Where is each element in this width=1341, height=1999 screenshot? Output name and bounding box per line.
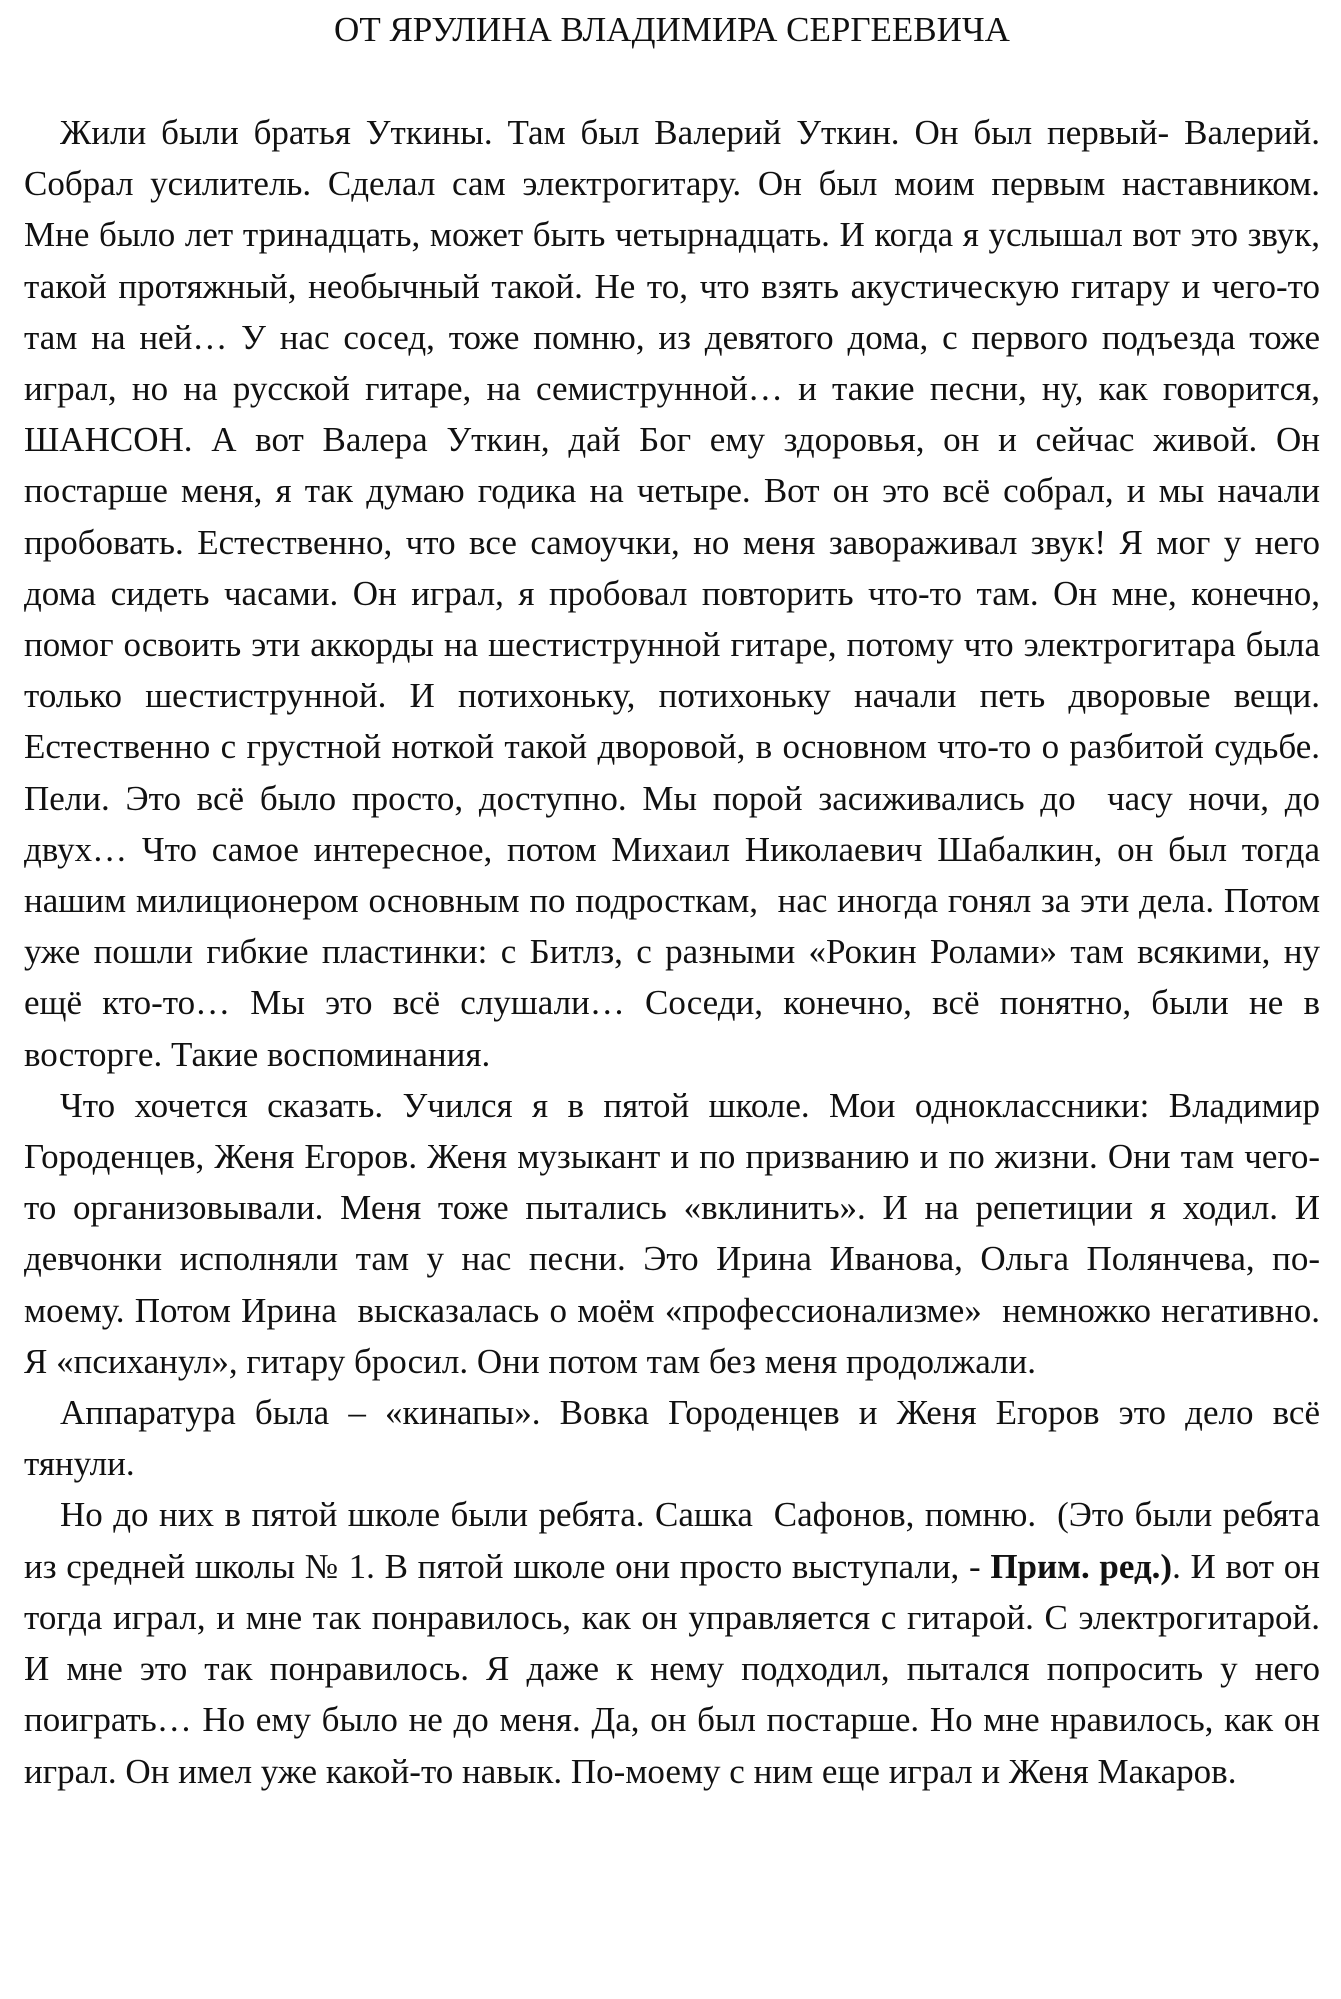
paragraph-4-text-end: . И вот он тогда играл, и мне так понравилось, как он управляется с гитарой. С электрогитарой. И мне это так понравилось. Я даже к нему подходил, пытался попросить у него поиграть… Но ему было не до меня. Да, он был постарше. Но мне нравилось, как он играл. Он имел уже какой-то навык. По-моему с ним еще играл и Женя Макаров. (24, 1546, 1329, 1791)
editor-note: Прим. ред.) (990, 1546, 1173, 1586)
paragraph-4-text-start: Но до них в пятой школе были ребята. Сашка Сафонов, помню. (Это были ребята из средней школы № 1. В пятой школе они просто выступали, - (24, 1495, 1329, 1586)
paragraph-3: Аппаратура была – «кинапы». Вовка Городенцев и Женя Егоров это дело всё тянули. (24, 1393, 1329, 1484)
title-spacer (24, 60, 1320, 107)
document-title: ОТ ЯРУЛИНА ВЛАДИМИРА СЕРГЕЕВИЧА (334, 10, 1010, 49)
document-page (24, 0, 1329, 1797)
paragraph-1: Жили были братья Уткины. Там был Валерий Уткин. Он был первый- Валерий. Собрал усилитель. Сделал сам электрогитару. Он был моим первым наставником. Мне было лет тринадцать, может быть четырнадцать. И когда я услышал вот это звук, такой протяжный, необычный такой. Не то, что взять акустическую гитару и чего-то там на ней… У нас сосед, тоже помню, из девятого дома, с первого подъезда тоже играл, но на русской гитаре, на семиструнной… и такие песни, ну, как говорится, ШАНСОН. А вот Валера Уткин, дай Бог ему здоровья, он и сейчас живой. Он постарше меня, я так думаю годика на четыре. Вот он это всё собрал, и мы начали пробовать. Естественно, что все самоучки, но меня завораживал звук! Я мог у него дома сидеть часами. Он играл, я пробовал повторить что-то там. Он мне, конечно, помог освоить эти аккорды на шестиструнной гитаре, потому что электрогитара была только шестиструнной. И потихоньку, потихоньку начали петь дворовые вещи. Естественно с грустной ноткой такой дворовой, в основном что-то о разбитой судьбе. Пели. Это всё было просто, доступно. Мы порой засиживались до часу ночи, до двух… Что самое интересное, потом Михаил Николаевич Шабалкин, он был тогда нашим милиционером основным по подросткам, нас иногда гонял за эти дела. Потом уже пошли гибкие пластинки: с Битлз, с разными «Рокин Ролами» там всякими, ну ещё кто-то… Мы это всё слушали… Соседи, конечно, всё понятно, были не в восторге. Такие воспоминания. (24, 113, 1329, 1074)
paragraph-4 (24, 1489, 1329, 1796)
paragraph-2: Что хочется сказать. Учился я в пятой школе. Мои одноклассники: Владимир Городенцев, Женя Егоров. Женя музыкант и по призванию и по жизни. Они там чего-то организовывали. Меня тоже пытались «вклинить». И на репетиции я ходил. И девчонки исполняли там у нас песни. Это Ирина Иванова, Ольга Полянчева, по-моему. Потом Ирина высказалась о моём «профессионализме» немножко негативно. Я «психанул», гитару бросил. Они потом там без меня продолжали. (24, 1085, 1329, 1381)
